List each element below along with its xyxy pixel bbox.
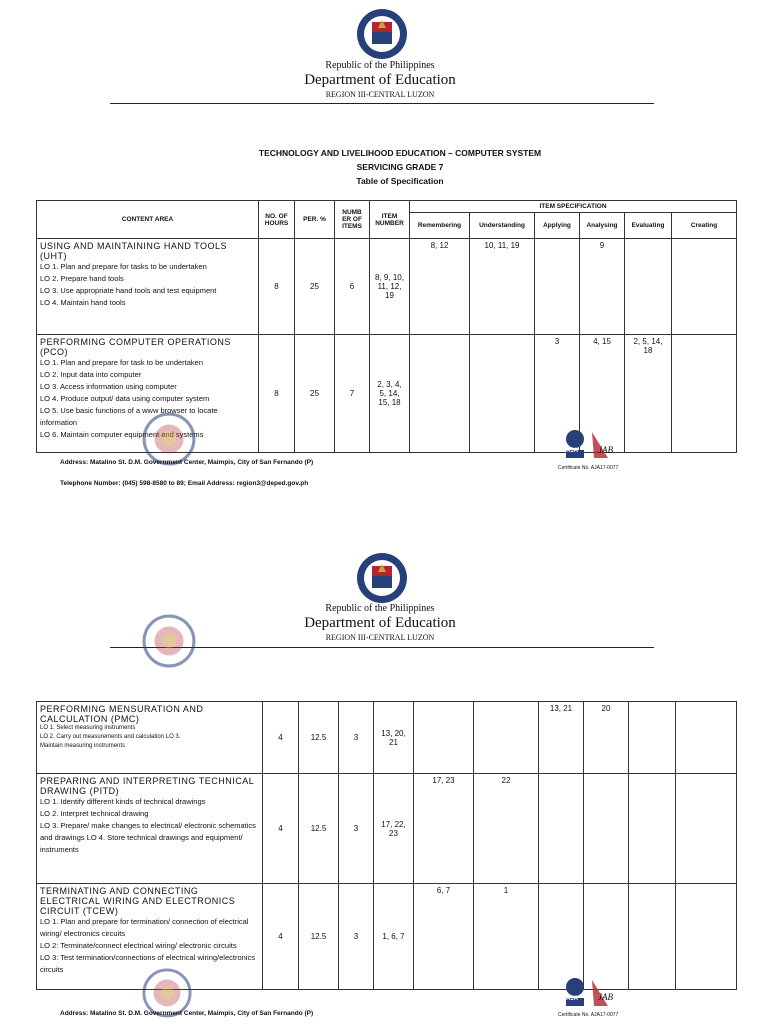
analysing-cell: 9 bbox=[580, 239, 625, 335]
creating-cell bbox=[672, 335, 737, 453]
item-number-cell: 1, 6, 7 bbox=[374, 884, 414, 990]
col-header-analysing: Analysing bbox=[580, 213, 625, 239]
page-2 bbox=[0, 540, 768, 1024]
table-row bbox=[37, 774, 737, 884]
lo-item: LO 3. Use appropriate hand tools and test equipment bbox=[40, 286, 217, 295]
lo-item: LO 1. Plan and prepare for termination/ connection of electrical wiring/ electronics circuits bbox=[40, 917, 249, 938]
percent-cell: 25 bbox=[295, 239, 335, 335]
applying-cell bbox=[535, 239, 580, 335]
lo-item: LO 4. Produce output/ data using computer system bbox=[40, 394, 210, 403]
understanding-cell bbox=[474, 702, 539, 774]
footer-address: Address: Matalino St. D.M. Government Center, Maimpis, City of San Fernando (P) bbox=[60, 459, 314, 466]
deped-seal-icon bbox=[142, 614, 196, 668]
items-cell: 3 bbox=[339, 774, 374, 884]
hours-cell: 4 bbox=[263, 884, 299, 990]
lo-item: LO 4. Maintain hand tools bbox=[40, 298, 126, 307]
col-header-understanding: Understanding bbox=[470, 213, 535, 239]
col-header-items: NUMB ER OF ITEMS bbox=[335, 201, 370, 239]
hours-cell: 8 bbox=[259, 335, 295, 453]
items-cell: 6 bbox=[335, 239, 370, 335]
content-area-cell bbox=[37, 702, 263, 774]
lo-item: LO 1. Plan and prepare for task to be undertaken bbox=[40, 358, 204, 367]
creating-cell bbox=[676, 884, 737, 990]
region-line: REGION III-CENTRAL LUZON bbox=[325, 633, 435, 642]
hours-cell: 4 bbox=[263, 702, 299, 774]
items-cell: 3 bbox=[339, 702, 374, 774]
lo-item: LO 1. Select measuring instruments bbox=[40, 725, 136, 731]
republic-line: Republic of the Philippines bbox=[325, 603, 435, 614]
table-row bbox=[37, 702, 737, 774]
cert-number: Certificate No. AJA17-0077 bbox=[558, 1012, 619, 1018]
understanding-cell: 22 bbox=[474, 774, 539, 884]
col-header-percent: PER. % bbox=[295, 201, 335, 239]
region-line: REGION III-CENTRAL LUZON bbox=[325, 90, 435, 99]
department-line: Department of Education bbox=[304, 72, 456, 88]
evaluating-cell bbox=[629, 884, 676, 990]
remembering-cell bbox=[414, 702, 474, 774]
tos-table-page2 bbox=[36, 701, 737, 990]
doc-title-2: SERVICING GRADE 7 bbox=[356, 162, 444, 172]
content-area-title: TERMINATING AND CONNECTING ELECTRICAL WIRING AND ELECTRONICS CIRCUIT (TCEW) bbox=[40, 886, 236, 916]
cert-jab-label: JAB bbox=[598, 445, 613, 455]
remembering-cell: 8, 12 bbox=[410, 239, 470, 335]
col-header-item-spec: ITEM SPECIFICATION bbox=[410, 201, 737, 213]
header-rule bbox=[110, 103, 654, 104]
lo-item: Maintain measuring instruments bbox=[40, 743, 126, 749]
creating-cell bbox=[676, 774, 737, 884]
item-number-cell: 13, 20, 21 bbox=[374, 702, 414, 774]
item-number-cell: 8, 9, 10, 11, 12, 19 bbox=[370, 239, 410, 335]
lo-item: LO 3. Access information using computer bbox=[40, 382, 177, 391]
percent-cell: 12.5 bbox=[299, 884, 339, 990]
creating-cell bbox=[672, 239, 737, 335]
percent-cell: 12.5 bbox=[299, 702, 339, 774]
deped-seal-icon bbox=[142, 412, 196, 466]
content-area-title: PERFORMING MENSURATION AND CALCULATION (PMC) bbox=[40, 704, 204, 724]
evaluating-cell bbox=[629, 702, 676, 774]
col-header-item-number: ITEM NUMBER bbox=[370, 201, 410, 239]
lo-item: LO 2: Terminate/connect electrical wiring/ electronic circuits bbox=[40, 941, 237, 950]
percent-cell: 25 bbox=[295, 335, 335, 453]
remembering-cell: 6, 7 bbox=[414, 884, 474, 990]
doc-title-1: TECHNOLOGY AND LIVELIHOOD EDUCATION – COMPUTER SYSTEM bbox=[258, 148, 542, 158]
understanding-cell: 1 bbox=[474, 884, 539, 990]
lo-item: LO 5. Use basic functions of a www browser to locate information bbox=[40, 406, 218, 427]
content-area-cell bbox=[37, 239, 259, 335]
lo-item: LO 1. Plan and prepare for tasks to be undertaken bbox=[40, 262, 207, 271]
page-1 bbox=[0, 0, 768, 500]
lo-item: LO 2. Input data into computer bbox=[40, 370, 142, 379]
percent-cell: 12.5 bbox=[299, 774, 339, 884]
content-area-title: USING AND MAINTAINING HAND TOOLS (UHT) bbox=[40, 241, 228, 261]
lo-item: LO 2. Carry out measurements and calculation LO 3. bbox=[40, 734, 181, 740]
lo-item: LO 1. Identify different kinds of technical drawings bbox=[40, 797, 206, 806]
evaluating-cell: 2, 5, 14, 18 bbox=[625, 335, 672, 453]
col-header-content-area: CONTENT AREA bbox=[37, 201, 259, 239]
content-area-title: PREPARING AND INTERPRETING TECHNICAL DRAWING (PITD) bbox=[40, 776, 254, 796]
col-header-hours: NO. OF HOURS bbox=[259, 201, 295, 239]
items-cell: 7 bbox=[335, 335, 370, 453]
col-header-evaluating: Evaluating bbox=[625, 213, 672, 239]
applying-cell bbox=[539, 774, 584, 884]
creating-cell bbox=[676, 702, 737, 774]
item-number-cell: 17, 22, 23 bbox=[374, 774, 414, 884]
table-row bbox=[37, 239, 737, 335]
republic-line: Republic of the Philippines bbox=[325, 60, 435, 71]
analysing-cell bbox=[584, 884, 629, 990]
hours-cell: 8 bbox=[259, 239, 295, 335]
lo-item: LO 2. Interpret technical drawing bbox=[40, 809, 149, 818]
applying-cell: 13, 21 bbox=[539, 702, 584, 774]
applying-cell: 3 bbox=[535, 335, 580, 453]
item-number-cell: 2, 3, 4, 5, 14, 15, 18 bbox=[370, 335, 410, 453]
content-area-title: PERFORMING COMPUTER OPERATIONS (PCO) bbox=[40, 337, 231, 357]
cert-aja-label: AJA bbox=[566, 448, 579, 454]
deped-seal-icon bbox=[356, 552, 408, 604]
cert-jab-label: JAB bbox=[598, 992, 613, 1002]
department-line: Department of Education bbox=[304, 615, 456, 631]
lo-item: LO 3: Test termination/connections of electrical wiring/electronics circuits bbox=[40, 953, 255, 974]
footer-telephone: Telephone Number: (045) 598-8580 to 89; Email Address: region3@deped.gov.ph bbox=[60, 480, 309, 487]
col-header-creating: Creating bbox=[672, 213, 737, 239]
evaluating-cell bbox=[625, 239, 672, 335]
cert-number: Certificate No. AJA17-0077 bbox=[558, 465, 619, 471]
remembering-cell: 17, 23 bbox=[414, 774, 474, 884]
analysing-cell bbox=[584, 774, 629, 884]
lo-item: LO 3. Prepare/ make changes to electrical/ electronic schematics and drawings LO 4. Store technical drawings and equipment/ instruments bbox=[40, 821, 256, 854]
analysing-cell: 20 bbox=[584, 702, 629, 774]
evaluating-cell bbox=[629, 774, 676, 884]
content-area-cell bbox=[37, 774, 263, 884]
col-header-remembering: Remembering bbox=[410, 213, 470, 239]
analysing-cell: 4, 15 bbox=[580, 335, 625, 453]
understanding-cell: 10, 11, 19 bbox=[470, 239, 535, 335]
deped-seal-icon bbox=[356, 8, 408, 60]
cert-aja-label: AJA bbox=[566, 996, 579, 1002]
footer-address: Address: Matalino St. D.M. Government Center, Maimpis, City of San Fernando (P) bbox=[60, 1010, 314, 1017]
doc-title-3: Table of Specification bbox=[356, 176, 444, 186]
applying-cell bbox=[539, 884, 584, 990]
hours-cell: 4 bbox=[263, 774, 299, 884]
col-header-applying: Applying bbox=[535, 213, 580, 239]
remembering-cell bbox=[410, 335, 470, 453]
items-cell: 3 bbox=[339, 884, 374, 990]
lo-item: LO 2. Prepare hand tools bbox=[40, 274, 124, 283]
lo-item: LO 6. Maintain computer equipment and systems bbox=[40, 430, 204, 439]
understanding-cell bbox=[470, 335, 535, 453]
